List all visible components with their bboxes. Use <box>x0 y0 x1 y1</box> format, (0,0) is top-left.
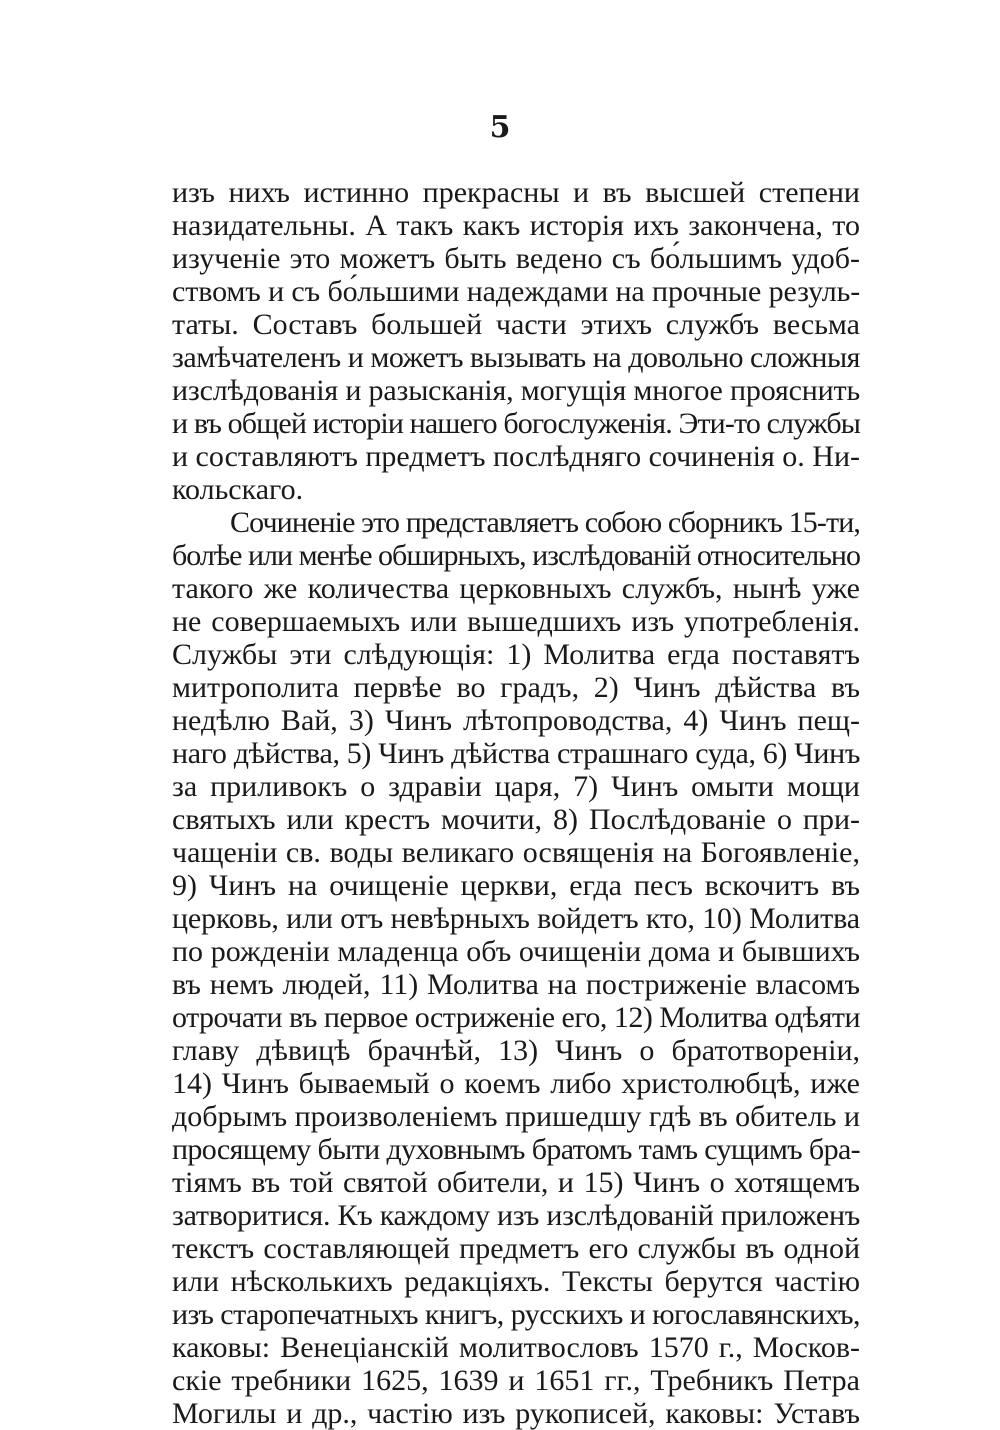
text-line: и составляютъ предметъ послѣдняго сочиненія о. Ни- <box>172 440 860 473</box>
text-line: скіе требники 1625, 1639 и 1651 гг., Требникъ Петра <box>172 1364 860 1397</box>
text-line: или нѣсколькихъ редакціяхъ. Тексты берутся частію <box>172 1265 860 1298</box>
text-line: тіямъ въ той святой обители, и 15) Чинъ о хотящемъ <box>172 1166 860 1199</box>
text-line: изъ старопечатныхъ книгъ, русскихъ и югославянскихъ, <box>172 1298 860 1331</box>
text-line: отрочати въ первое остриженіе его, 12) Молитва одѣяти <box>172 1001 860 1034</box>
text-line: затворитися. Къ каждому изъ изслѣдованій приложенъ <box>172 1199 860 1232</box>
text-line: за приливокъ о здравіи царя, 7) Чинъ омыти мощи <box>172 770 860 803</box>
text-line: не совершаемыхъ или вышедшихъ изъ употребленія. <box>172 605 860 638</box>
text-line: въ немъ людей, 11) Молитва на постриженіе власомъ <box>172 968 860 1001</box>
text-line: Службы эти слѣдующія: 1) Молитва егда поставятъ <box>172 638 860 671</box>
text-line: наго дѣйства, 5) Чинъ дѣйства страшнаго суда, 6) Чинъ <box>172 737 860 770</box>
text-line: церковь, или отъ невѣрныхъ войдетъ кто, 10) Молитва <box>172 902 860 935</box>
text-line: замѣчателенъ и можетъ вызывать на довольно сложныя <box>172 341 860 374</box>
text-line: каковы: Венеціанскій молитвословъ 1570 г., Москов- <box>172 1331 860 1364</box>
text-line: 14) Чинъ бываемый о коемъ либо христолюбцѣ, иже <box>172 1067 860 1100</box>
text-line: чащеніи св. воды великаго освященія на Богоявленіе, <box>172 836 860 869</box>
text-line: недѣлю Вай, 3) Чинъ лѣтопроводства, 4) Чинъ пещ- <box>172 704 860 737</box>
text-line: и въ общей исторіи нашего богослуженія. Эти-то службы <box>172 407 860 440</box>
text-line: по рожденіи младенца объ очищеніи дома и бывшихъ <box>172 935 860 968</box>
text-line: такого же количества церковныхъ службъ, нынѣ уже <box>172 572 860 605</box>
body-text <box>172 176 860 1430</box>
text-line: кольскаго. <box>172 473 304 506</box>
text-line: Могилы и др., частію изъ рукописей, каковы: Уставъ <box>172 1397 860 1430</box>
text-line: митрополита первѣе во градъ, 2) Чинъ дѣйства въ <box>172 671 860 704</box>
text-line: святыхъ или крестъ мочити, 8) Послѣдованіе о при- <box>172 803 860 836</box>
text-line: изъ нихъ истинно прекрасны и въ высшей степени <box>172 176 860 209</box>
text-line: главу дѣвицѣ брачнѣй, 13) Чинъ о братотвореніи, <box>172 1034 860 1067</box>
text-line: просящему быти духовнымъ братомъ тамъ сущимъ бра- <box>172 1133 860 1166</box>
text-line: ствомъ и съ бо́льшими надеждами на прочные резуль- <box>172 275 861 308</box>
text-line: назидательны. А такъ какъ исторія ихъ закончена, то <box>172 209 860 242</box>
text-line: изслѣдованія и разысканія, могущія многое прояснить <box>172 374 860 407</box>
text-line: 9) Чинъ на очищеніе церкви, егда песъ вскочитъ въ <box>172 869 860 902</box>
page-number: 5 <box>489 110 511 145</box>
text-line: добрымъ произволеніемъ пришедшу гдѣ въ обитель и <box>172 1100 860 1133</box>
text-line: таты. Составъ большей части этихъ службъ весьма <box>172 308 860 341</box>
text-line: изученіе это можетъ быть ведено съ бо́льшимъ удоб- <box>172 242 860 275</box>
text-line: Сочиненіе это представляетъ собою сборникъ 15-ти, <box>230 506 860 539</box>
text-line: болѣе или менѣе обширныхъ, изслѣдованій относительно <box>172 539 860 572</box>
text-line: текстъ составляющей предметъ его службы въ одной <box>172 1232 860 1265</box>
